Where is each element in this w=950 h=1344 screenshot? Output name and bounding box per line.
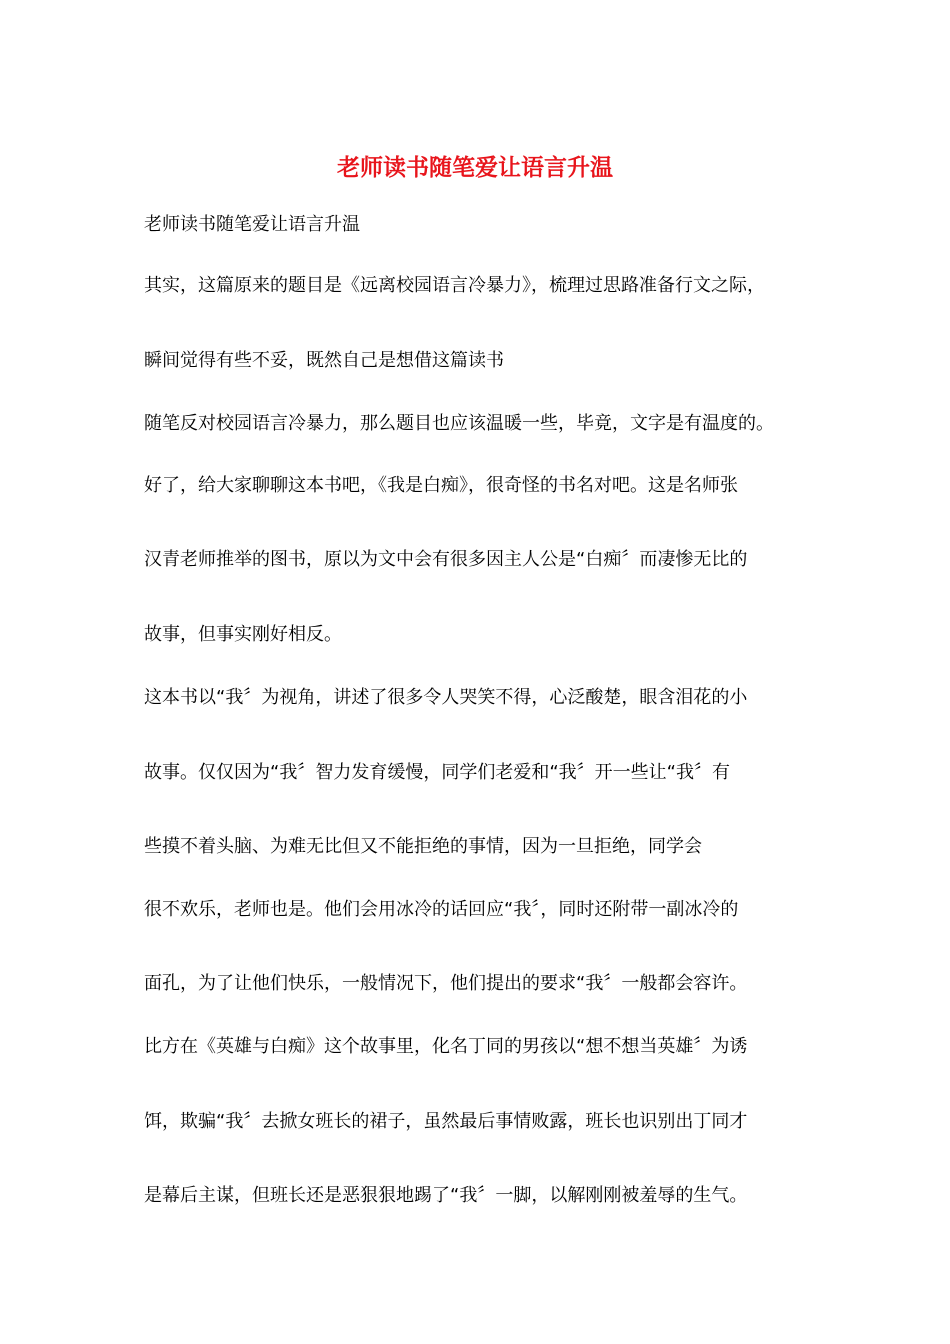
document-title: 老师读书随笔爱让语言升温 <box>337 154 613 181</box>
paragraph-line: 随笔反对校园语言冷暴力，那么题目也应该温暖一些，毕竟，文字是有温度的。 <box>144 413 774 434</box>
paragraph-line: 很不欢乐，老师也是。他们会用冰冷的话回应“我〞，同时还附带一副冰冷的 <box>144 899 739 920</box>
paragraph-line: 面孔，为了让他们快乐，一般情况下，他们提出的要求“我〞一般都会容许。 <box>144 973 748 994</box>
subtitle-line: 老师读书随笔爱让语言升温 <box>144 214 360 235</box>
paragraph-line: 汉青老师推举的图书，原以为文中会有很多因主人公是“白痴〞而凄惨无比的 <box>144 549 748 570</box>
paragraph-line: 好了，给大家聊聊这本书吧，《我是白痴》，很奇怪的书名对吧。这是名师张 <box>144 475 738 496</box>
paragraph-line: 故事，但事实刚好相反。 <box>144 624 342 645</box>
paragraph-line: 些摸不着头脑、为难无比但又不能拒绝的事情，因为一旦拒绝，同学会 <box>144 836 702 857</box>
paragraph-line: 是幕后主谋，但班长还是恶狠狠地踢了“我〞一脚，以解刚刚被羞辱的生气。 <box>144 1185 748 1206</box>
paragraph-line: 这本书以“我〞为视角，讲述了很多令人哭笑不得，心泛酸楚，眼含泪花的小 <box>144 687 748 708</box>
paragraph-line: 瞬间觉得有些不妥，既然自己是想借这篇读书 <box>144 350 504 371</box>
paragraph-line: 故事。仅仅因为“我〞智力发育缓慢，同学们老爱和“我〞开一些让“我〞有 <box>144 762 730 783</box>
paragraph-line: 其实，这篇原来的题目是《远离校园语言冷暴力》，梳理过思路准备行文之际， <box>144 275 765 296</box>
paragraph-line: 饵，欺骗“我〞去掀女班长的裙子，虽然最后事情败露，班长也识别出丁同才 <box>144 1111 748 1132</box>
paragraph-line: 比方在《英雄与白痴》这个故事里，化名丁同的男孩以“想不想当英雄〞为诱 <box>144 1036 748 1057</box>
